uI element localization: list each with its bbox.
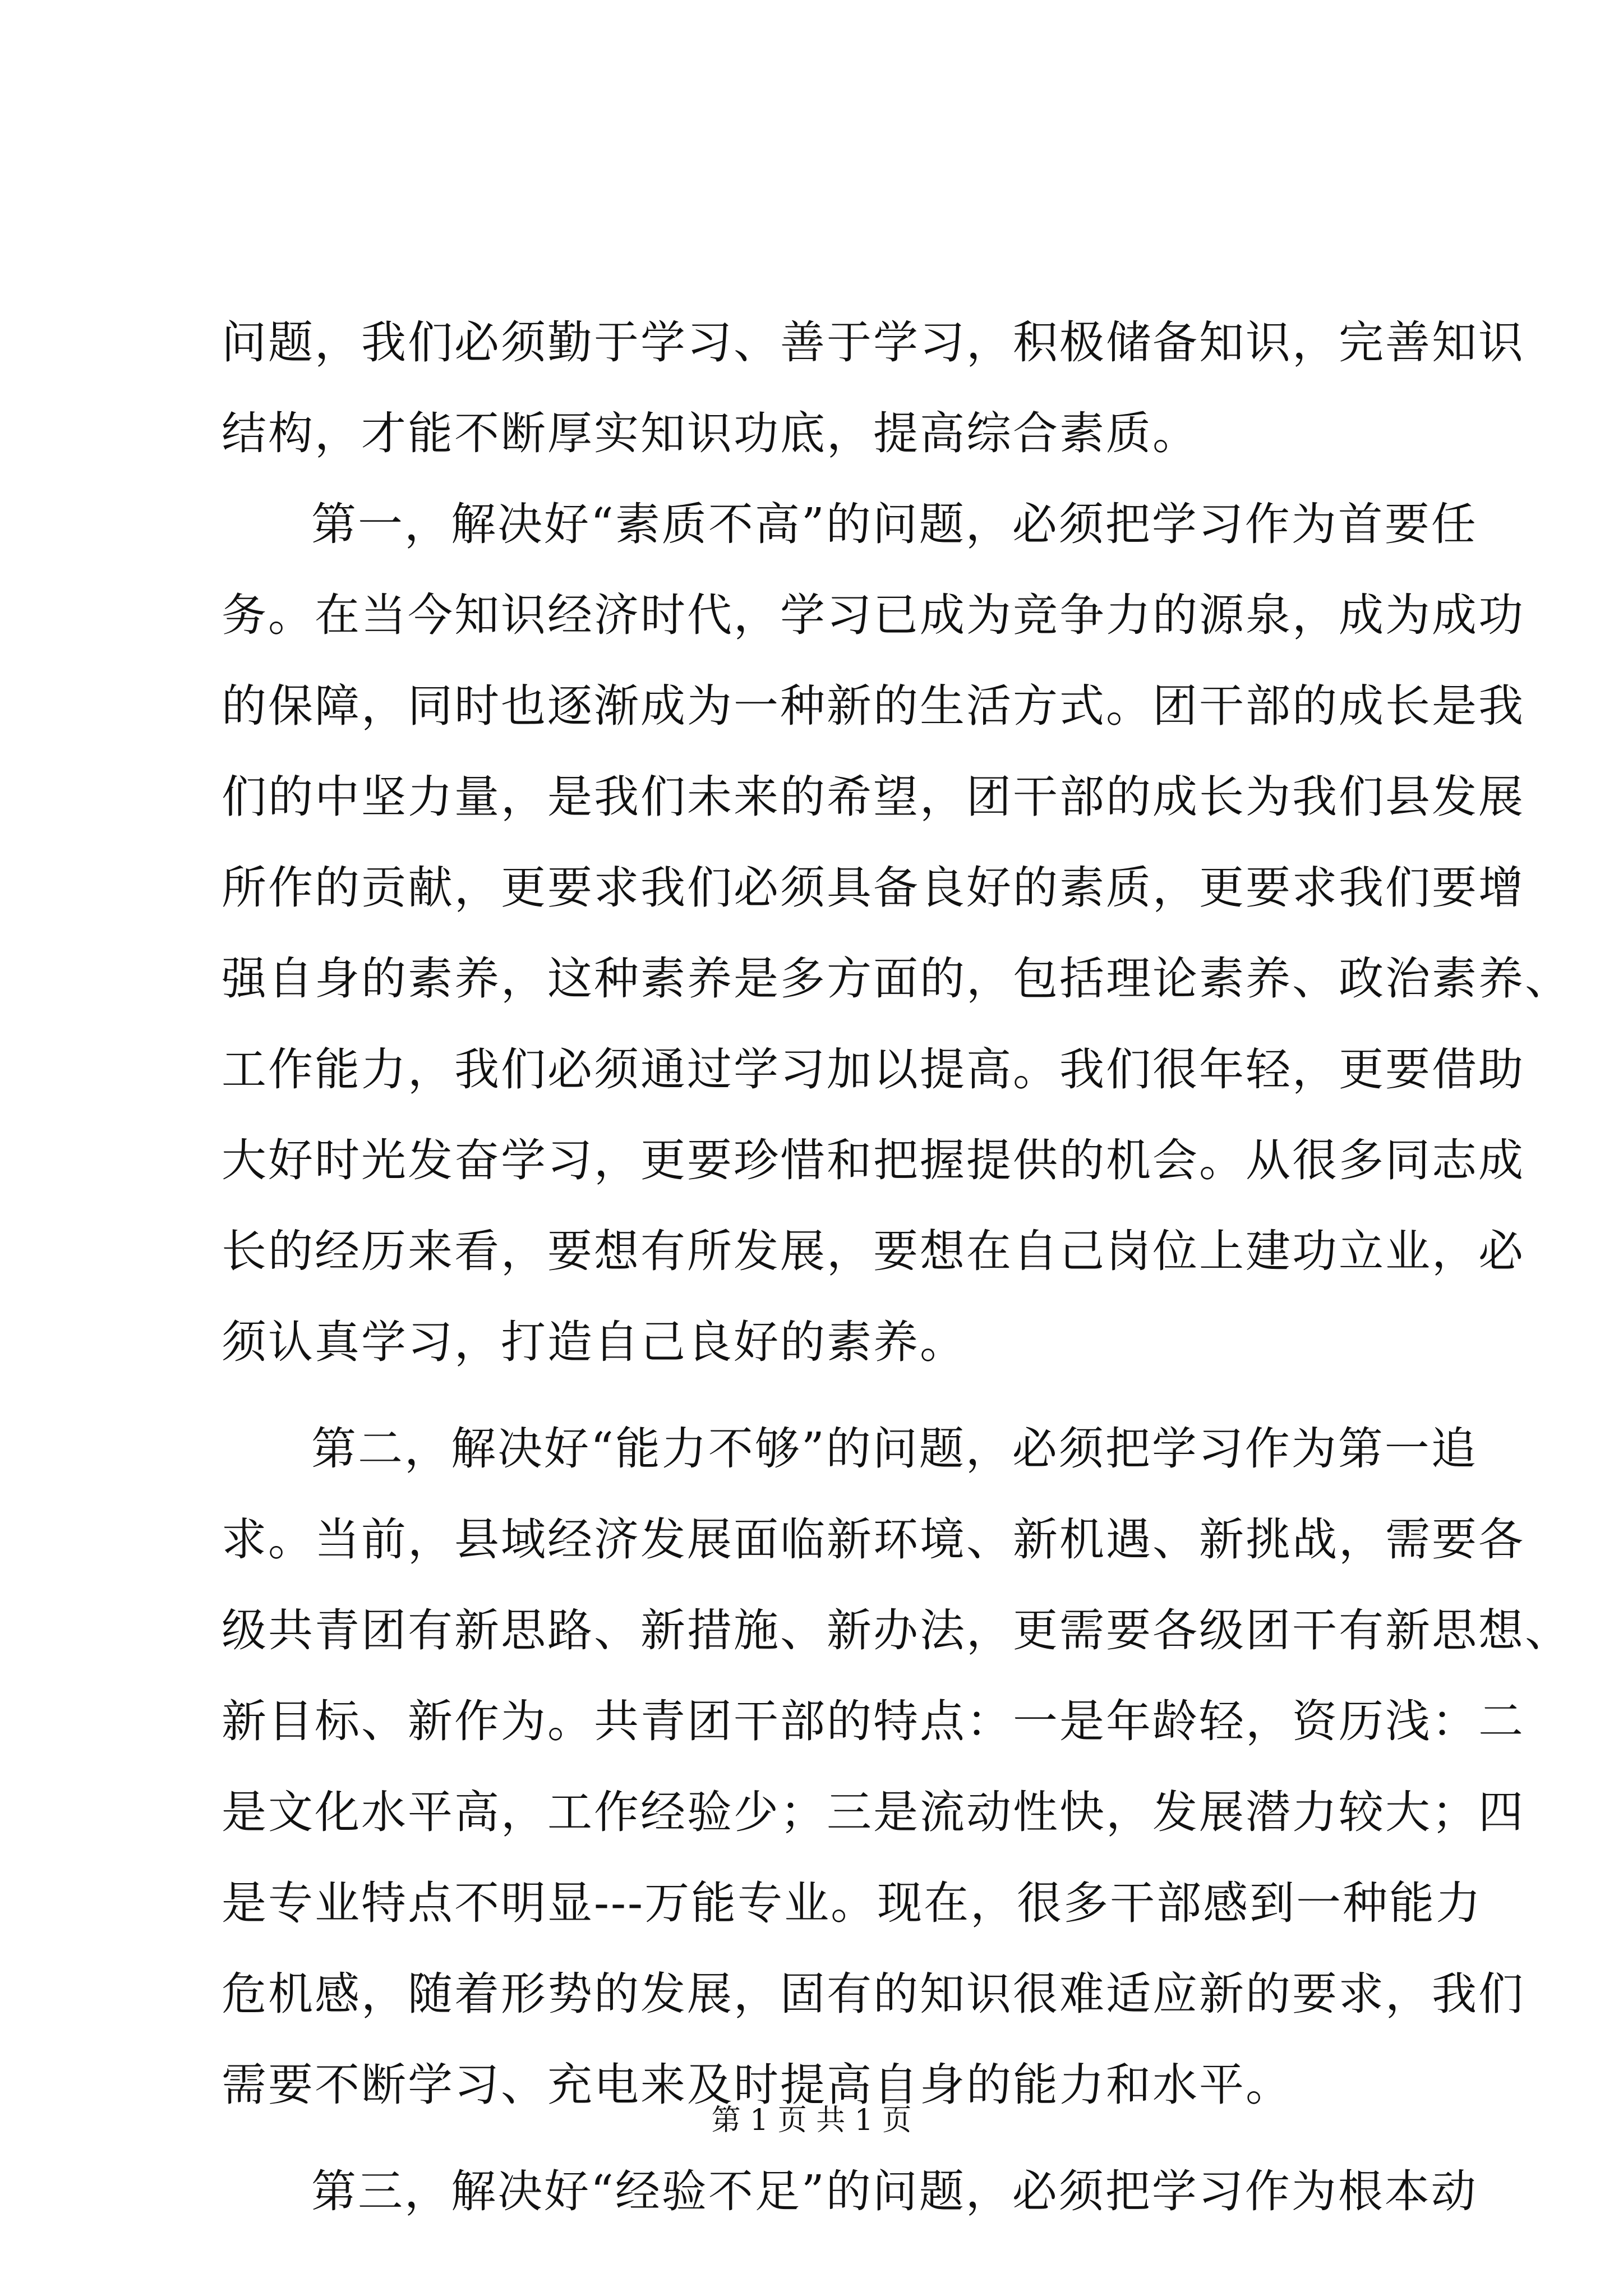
text-line: 需要不断学习、充电来及时提高自身的能力和水平。	[222, 2059, 1292, 2111]
text-line: 是文化水平高，工作经验少；三是流动性快，发展潜力较大；四	[222, 1786, 1525, 1838]
text-line: 求。当前，县域经济发展面临新环境、新机遇、新挑战，需要各	[222, 1513, 1525, 1566]
paragraph-first-line: 第一，解决好“素质不高”的问题，必须把学习作为首要任	[311, 498, 1478, 550]
text-line: 结构，才能不断厚实知识功底，提高综合素质。	[222, 407, 1199, 459]
text-line: 所作的贡献，更要求我们必须具备良好的素质，更要求我们要增	[222, 862, 1525, 914]
text-line: 们的中坚力量，是我们未来的希望，团干部的成长为我们县发展	[222, 771, 1525, 823]
text-line: 须认真学习，打造自己良好的素养。	[222, 1316, 966, 1368]
text-line: 危机感，随着形势的发展，固有的知识很难适应新的要求，我们	[222, 1968, 1525, 2020]
text-line: 是专业特点不明显---万能专业。现在，很多干部感到一种能力	[222, 1877, 1483, 1929]
text-line: 长的经历来看，要想有所发展，要想在自己岗位上建功立业，必	[222, 1225, 1525, 1277]
text-line: 大好时光发奋学习，更要珍惜和把握提供的机会。从很多同志成	[222, 1134, 1525, 1186]
text-line: 问题，我们必须勤于学习、善于学习，积极储备知识，完善知识	[222, 316, 1525, 369]
text-line: 务。在当今知识经济时代，学习已成为竞争力的源泉，成为成功	[222, 589, 1525, 641]
paragraph-first-line: 第二，解决好“能力不够”的问题，必须把学习作为第一追	[311, 1423, 1478, 1475]
page-footer: 第 1 页 共 1 页	[711, 2104, 912, 2137]
text-line: 工作能力，我们必须通过学习加以提高。我们很年轻，更要借助	[222, 1043, 1525, 1096]
text-line: 级共青团有新思路、新措施、新办法，更需要各级团干有新思想、	[222, 1604, 1571, 1657]
text-line: 新目标、新作为。共青团干部的特点：一是年龄轻，资历浅：二	[222, 1695, 1525, 1747]
text-line: 强自身的素养，这种素养是多方面的，包括理论素养、政治素养、	[222, 953, 1571, 1005]
text-line: 的保障，同时也逐渐成为一种新的生活方式。团干部的成长是我	[222, 680, 1525, 732]
paragraph-first-line: 第三，解决好“经验不足”的问题，必须把学习作为根本动	[311, 2165, 1478, 2217]
document-body	[222, 297, 1571, 2237]
